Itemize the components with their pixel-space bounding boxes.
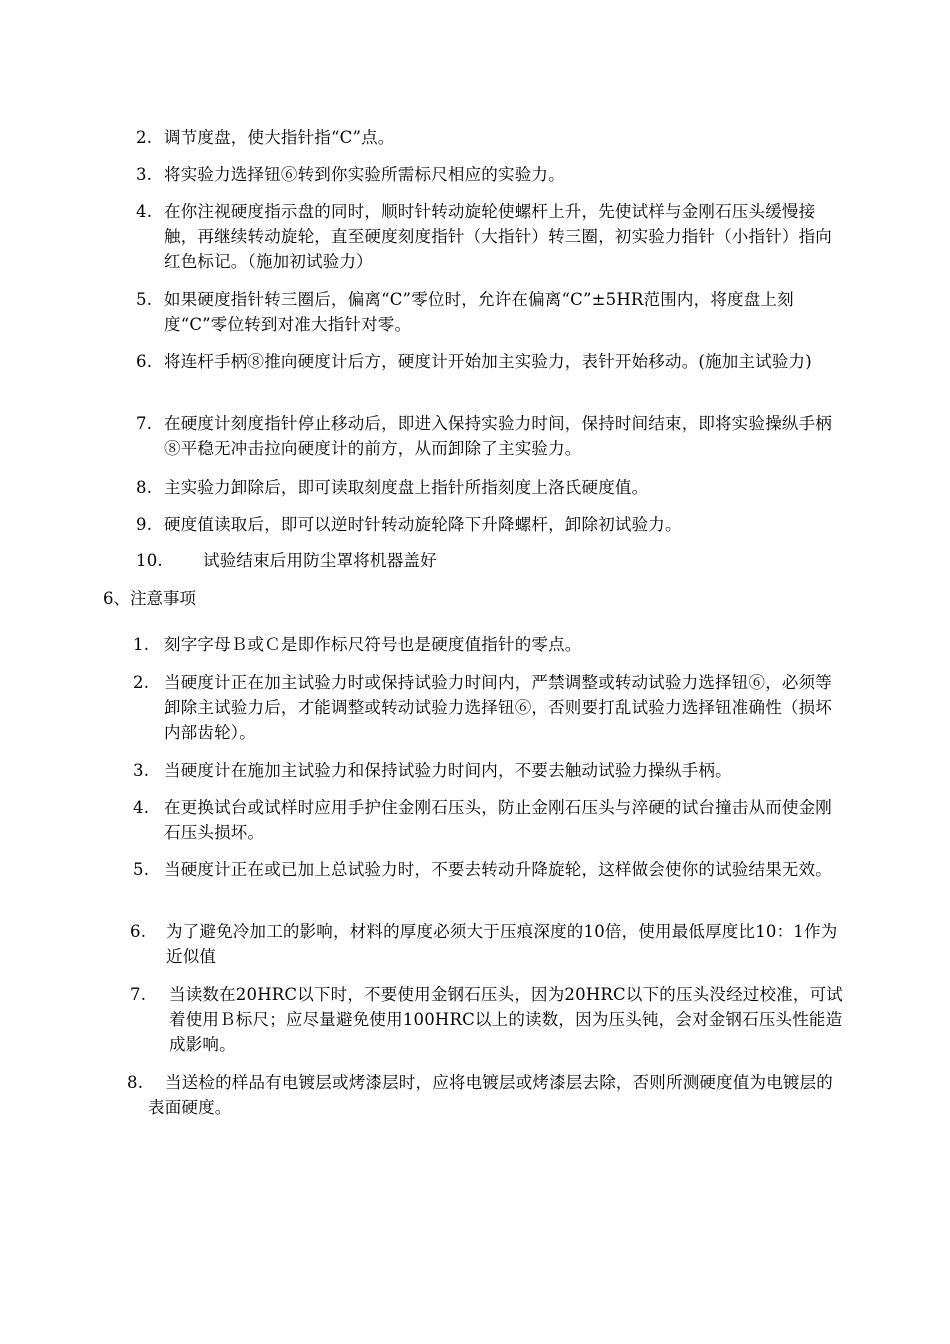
list-item-number: 5. <box>136 290 153 309</box>
list-item-number: 7. <box>136 414 153 433</box>
list-item-text: 将连杆手柄⑧推向硬度计后方，硬度计开始加主实验力，表针开始移动。(施加主试验力) <box>164 352 812 371</box>
list-item-text: 主实验力卸除后，即可读取刻度盘上指针所指刻度上洛氏硬度值。 <box>164 478 649 497</box>
list-item-number: 7. <box>130 985 147 1004</box>
list-item-number: 3. <box>133 761 150 780</box>
list-item-number: 8. <box>136 478 153 497</box>
list-item-number: 8. <box>127 1073 144 1092</box>
list-item-number: 4. <box>133 798 150 817</box>
list-item-text: 为了避免冷加工的影响，材料的厚度必须大于压痕深度的10倍，使用最低厚度比10：1作为近似值 <box>166 922 838 966</box>
list-item-number: 1. <box>133 635 150 654</box>
list-item-number: 9. <box>136 515 153 534</box>
list-item-number: 10. <box>136 551 163 570</box>
list-item-text: 如果硬度指针转三圈后，偏离“C”零位时，允许在偏离“C”±5HR范围内，将度盘上刻度“C”零位转到对准大指针对零。 <box>164 290 794 334</box>
list-item-number: 5. <box>133 860 150 879</box>
list-item-text: 刻字字母Ｂ或Ｃ是即作标尺符号也是硬度值指针的零点。 <box>164 635 582 654</box>
list-item-number: 4. <box>136 202 153 221</box>
list-item-number: 6. <box>136 352 153 371</box>
section-heading: 6、注意事项 <box>103 589 196 608</box>
list-item-number: 6. <box>130 922 147 941</box>
list-item-text: 在你注视硬度指示盘的同时，顺时针转动旋轮使螺杆上升，先使试样与金刚石压头缓慢接触，再继续转动旋轮，直至硬度刻度指针（大指针）转三圈，初实验力指针（小指针）指向红色标记。（施加初试验力） <box>164 202 832 271</box>
list-item-number: 2. <box>136 128 153 147</box>
list-item-text: 硬度值读取后，即可以逆时针转动旋轮降下升降螺杆，卸除初试验力。 <box>164 515 682 534</box>
list-item-text: 试验结束后用防尘罩将机器盖好 <box>203 551 437 570</box>
list-item-text: 当硬度计在施加主试验力和保持试验力时间内，不要去触动试验力操纵手柄。 <box>164 761 732 780</box>
list-item-number: 3. <box>136 165 153 184</box>
list-item-number: 2. <box>133 673 150 692</box>
list-item-text: 当送检的样品有电镀层或烤漆层时，应将电镀层或烤漆层去除，否则所测硬度值为电镀层的表面硬度。 <box>148 1073 833 1117</box>
list-item-text: 当读数在20HRC以下时，不要使用金钢石压头，因为20HRC以下的压头没经过校准，可试着使用Ｂ标尺；应尽量避免使用100HRC以上的读数，因为压头钝，会对金钢石压头性能造成影响。 <box>169 985 843 1054</box>
list-item-text: 当硬度计正在或已加上总试验力时，不要去转动升降旋轮，这样做会使你的试验结果无效。 <box>164 860 832 879</box>
list-item-text: 调节度盘，使大指针指“C”点。 <box>164 128 395 147</box>
list-item-text: 当硬度计正在加主试验力时或保持试验力时间内，严禁调整或转动试验力选择钮⑥，必须等卸除主试验力后，才能调整或转动试验力选择钮⑥，否则要打乱试验力选择钮准确性（损坏内部齿轮）。 <box>164 673 832 742</box>
list-item-text: 在硬度计刻度指针停止移动后，即进入保持实验力时间，保持时间结束，即将实验操纵手柄⑧平稳无冲击拉向硬度计的前方，从而卸除了主实验力。 <box>164 414 832 458</box>
list-item-text: 在更换试台或试样时应用手护住金刚石压头，防止金刚石压头与淬硬的试台撞击从而使金刚石压头损坏。 <box>164 798 832 842</box>
list-item-text: 将实验力选择钮⑥转到你实验所需标尺相应的实验力。 <box>164 165 565 184</box>
